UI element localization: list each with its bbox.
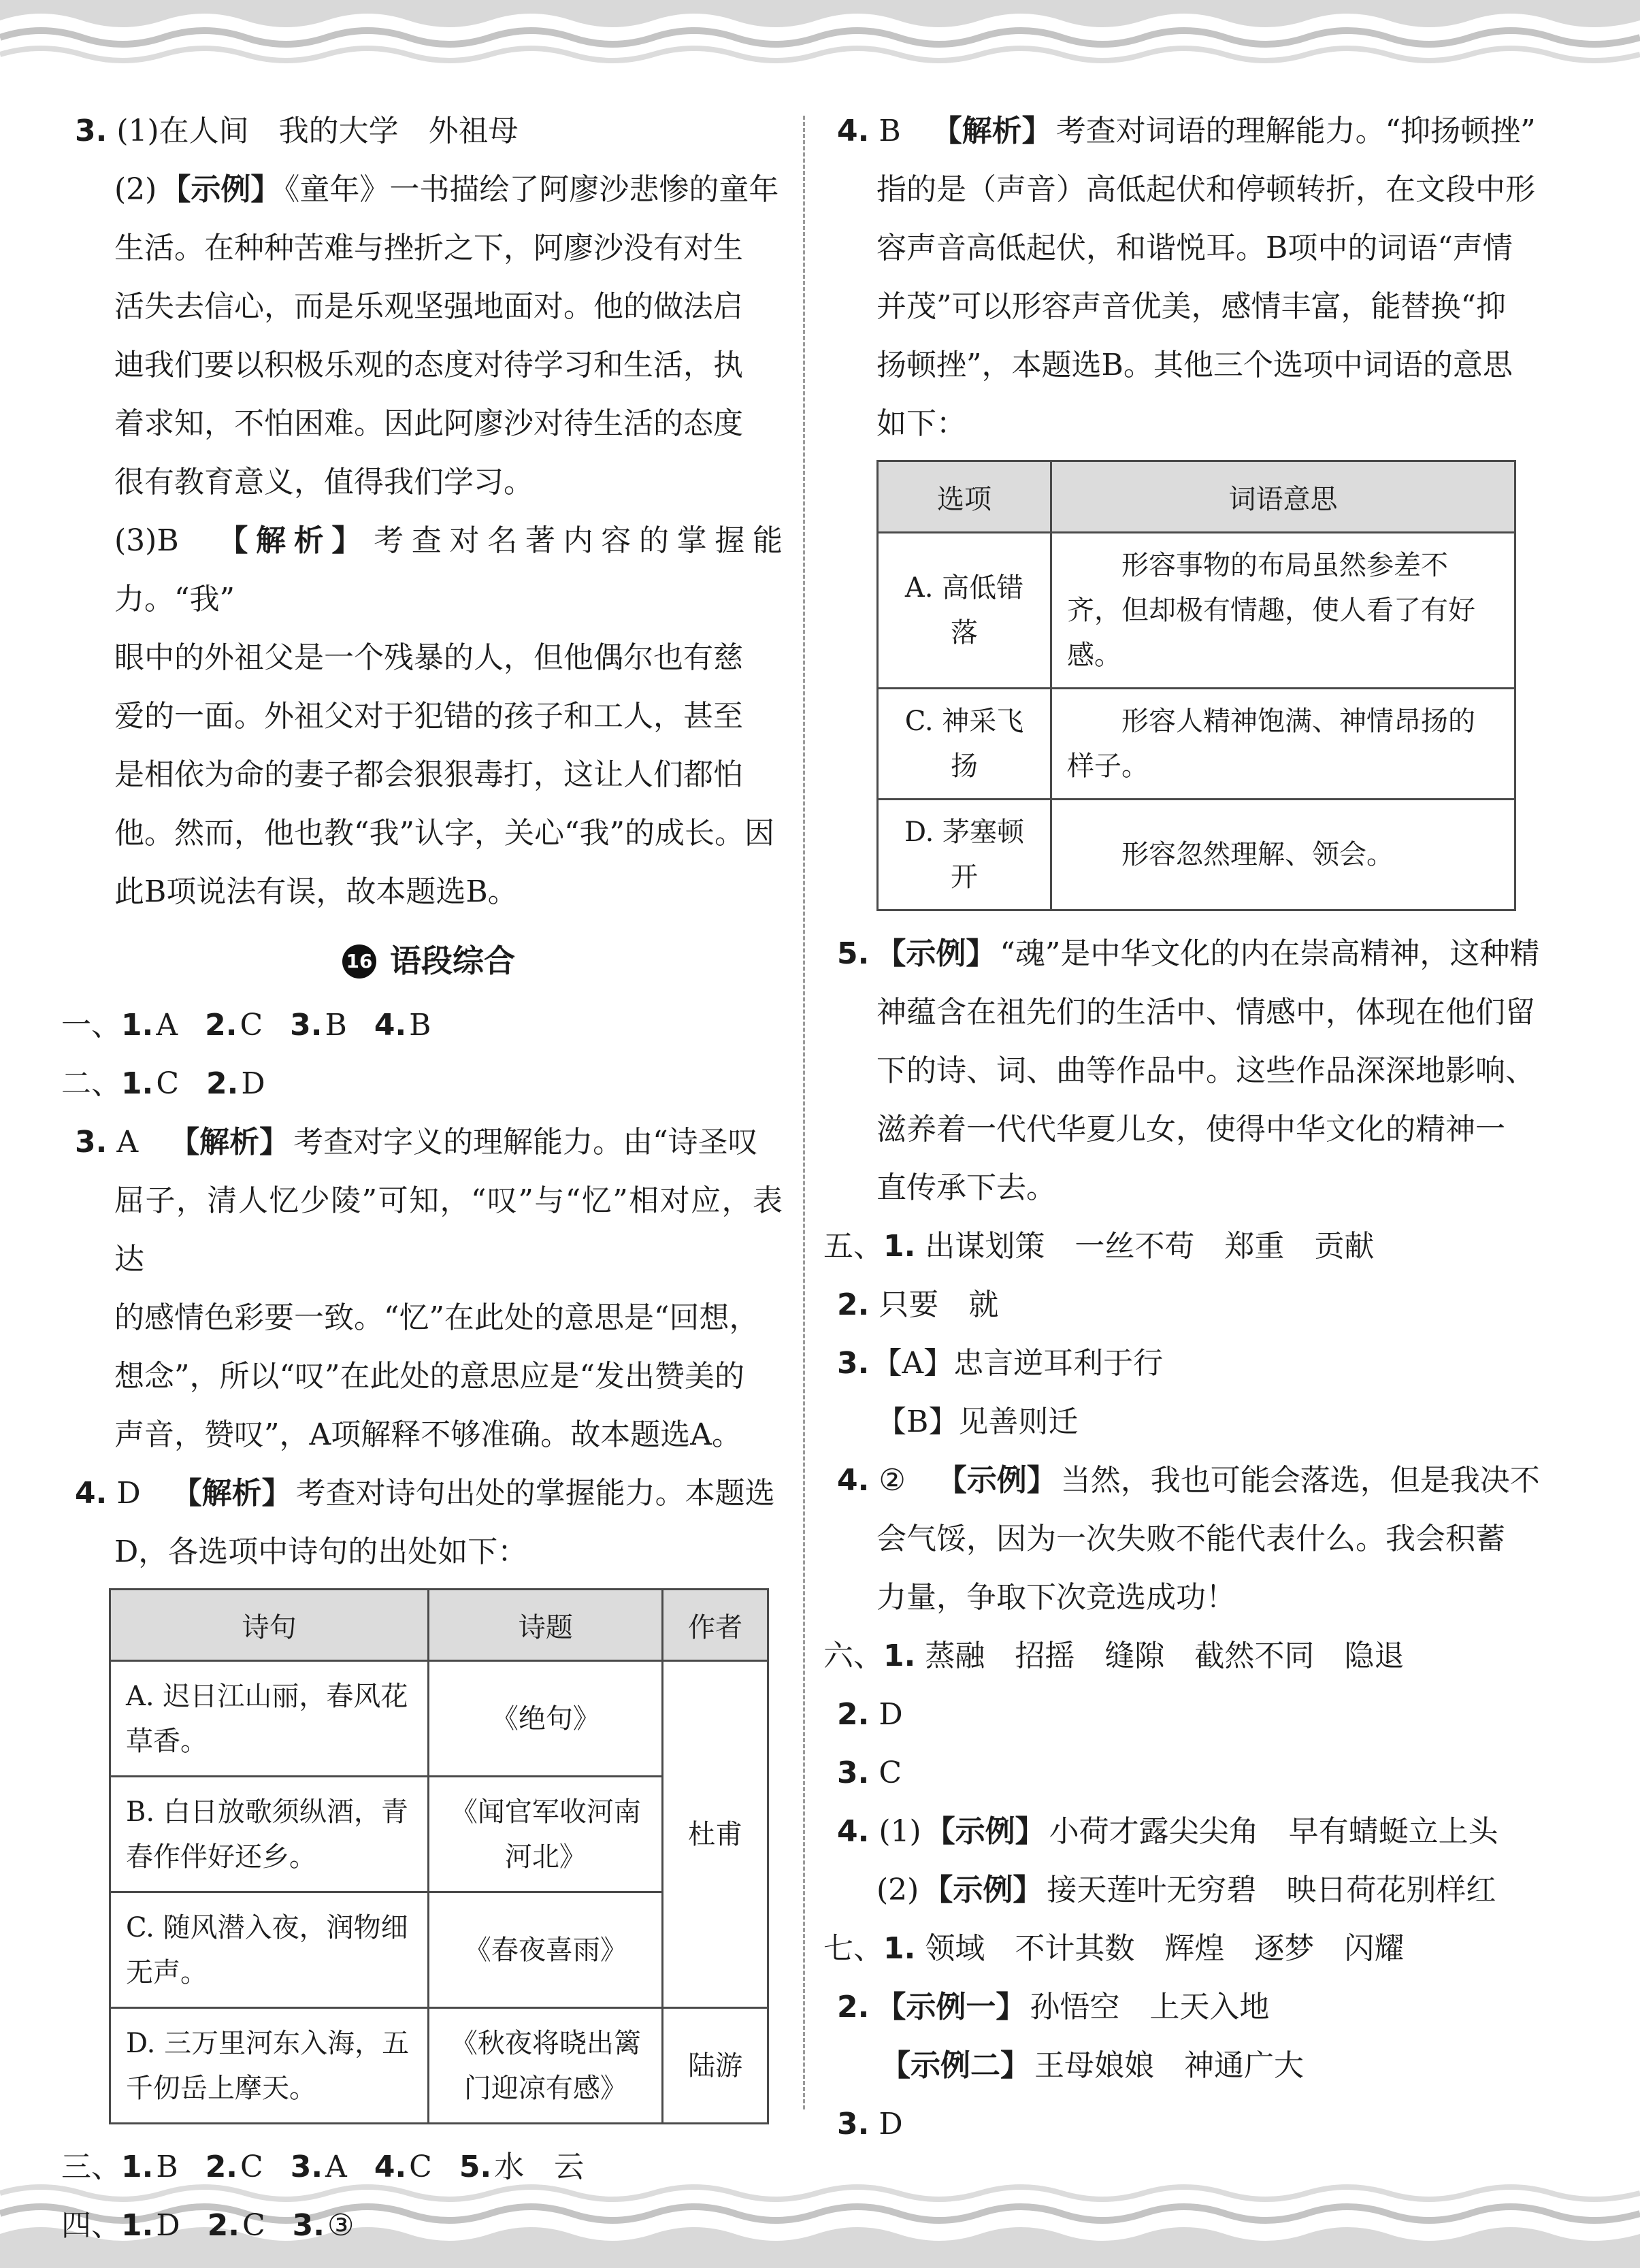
q3-part3-line: 爱的一面。外祖父对于犯错的孩子和工人，甚至 xyxy=(114,699,743,734)
si-q4-line: 如下： xyxy=(876,406,966,441)
table-header: 词语意思 xyxy=(1051,461,1515,533)
q3-part3-line: 他。然而，他也教“我”认字，关心“我”的成长。因 xyxy=(114,816,774,851)
table-header: 诗题 xyxy=(429,1590,663,1661)
column-divider xyxy=(803,116,805,2109)
si-q4-line: 并茂”可以形容声音优美，感情丰富，能替换“抑 xyxy=(876,289,1506,324)
poem-source-table xyxy=(109,1588,769,2124)
poem-title-cell: 《绝句》 xyxy=(429,1661,663,1777)
qi-q2b: 【示例二】 王母娘娘 神通广大 xyxy=(881,2048,1304,2083)
poem-line-cell: B. 白日放歌须纵酒，青春作伴好还乡。 xyxy=(110,1777,429,1892)
si-q4-line: 指的是（声音）高低起伏和停顿转折，在文段中形 xyxy=(876,172,1535,207)
wu-q3a: 3.【A】忠言逆耳利于行 xyxy=(837,1346,1164,1381)
wu-q3b: 【B】见善则迁 xyxy=(876,1404,1079,1439)
er-q4-line: D，各选项中诗句的出处如下： xyxy=(114,1534,528,1569)
poem-title-cell: 《秋夜将晓出篱门迎凉有感》 xyxy=(429,2008,663,2124)
q3-part2-line: 生活。在种种苦难与挫折之下，阿廖沙没有对生 xyxy=(114,231,743,265)
poem-line-cell: A. 迟日江山丽，春风花草香。 xyxy=(110,1661,429,1777)
si-q4-line: 扬顿挫”，本题选B。其他三个选项中词语的意思 xyxy=(876,348,1513,382)
q3-part2-line: 很有教育意义，值得我们学习。 xyxy=(114,465,534,499)
poem-author-cell: 陆游 xyxy=(663,2008,768,2124)
word-meaning-table xyxy=(876,460,1516,911)
si-q5-line: 神蕴含在祖先们的生活中、情感中，体现在他们留 xyxy=(876,995,1535,1030)
poem-title-cell: 《春夜喜雨》 xyxy=(429,1892,663,2008)
poem-title-cell: 《闻官军收河南河北》 xyxy=(429,1777,663,1892)
poem-line-cell: C. 随风潜入夜，润物细无声。 xyxy=(110,1892,429,2008)
word-option-cell: C. 神采飞扬 xyxy=(878,689,1051,800)
liu-q3: 3. C xyxy=(837,1756,902,1790)
part-wu: 五、1. 出谋划策 一丝不苟 郑重 贡献 xyxy=(823,1229,1375,1264)
poem-line-cell: D. 三万里河东入海，五千仞岳上摩天。 xyxy=(110,2008,429,2124)
poem-author-cell: 杜甫 xyxy=(663,1661,768,2008)
q3-part1: 3. (1)在人间 我的大学 外祖母 xyxy=(75,114,519,148)
wu-q4-line: 会气馁，因为一次失败不能代表什么。我会积蓄 xyxy=(876,1522,1505,1556)
si-q4: 4. B 【解析】 考查对词语的理解能力。“抑扬顿挫” xyxy=(837,114,1536,148)
word-meaning-cell: 形容事物的布局虽然参差不齐，但却极有情趣，使人看了有好感。 xyxy=(1051,533,1515,689)
qi-q3: 3. D xyxy=(837,2107,903,2141)
si-q5: 5. 【示例】 “魂”是中华文化的内在崇高精神，这种精 xyxy=(837,936,1540,971)
q3-part2: (2) 【示例】 《童年》一书描绘了阿廖沙悲惨的童年 xyxy=(114,172,779,207)
si-q5-line: 下的诗、词、曲等作品中。这些作品深深地影响、 xyxy=(876,1053,1535,1088)
part-yi: 一、1.A 2.C 3.B 4.B xyxy=(61,1008,431,1042)
top-wave-border xyxy=(0,0,1640,82)
word-meaning-cell: 形容人精神饱满、神情昂扬的样子。 xyxy=(1051,689,1515,800)
si-q4-line: 容声音高低起伏，和谐悦耳。B项中的词语“声情 xyxy=(876,231,1513,265)
er-q4: 4. D 【解析】 考查对诗句出处的掌握能力。本题选 xyxy=(75,1476,775,1511)
q3-part3: (3)B 【解析】 考查对名著内容的掌握能力。“我” xyxy=(114,523,783,617)
part-er: 二、1.C 2.D xyxy=(61,1066,265,1101)
q3-part3-line: 是相依为命的妻子都会狠狠毒打，这让人们都怕 xyxy=(114,757,743,792)
table-header: 选项 xyxy=(878,461,1051,533)
q3-part3-line: 眼中的外祖父是一个残暴的人，但他偶尔也有慈 xyxy=(114,640,743,675)
liu-q4-part2: (2) 【示例】 接天莲叶无穷碧 映日荷花别样红 xyxy=(876,1873,1496,1907)
left-column xyxy=(61,102,783,2255)
er-q3: 3. A 【解析】 考查对字义的理解能力。由“诗圣叹 xyxy=(75,1125,758,1160)
si-q5-line: 滋养着一代代华夏儿女，使得中华文化的精神一 xyxy=(876,1112,1505,1147)
q3-part2-line: 活失去信心，而是乐观坚强地面对。他的做法启 xyxy=(114,289,743,324)
word-option-cell: A. 高低错落 xyxy=(878,533,1051,689)
word-option-cell: D. 茅塞顿开 xyxy=(878,800,1051,910)
part-si: 四、1.D 2.C 3.③ xyxy=(61,2208,355,2243)
section-number-badge: 16 xyxy=(342,944,376,979)
er-q3-line: 声音，赞叹”，A项解释不够准确。故本题选A。 xyxy=(114,1417,742,1452)
table-header: 作者 xyxy=(663,1590,768,1661)
right-column xyxy=(823,102,1552,2154)
wu-q4: 4. ② 【示例】 当然，我也可能会落选，但是我决不 xyxy=(837,1463,1540,1498)
part-qi: 七、1. 领域 不计其数 辉煌 逐梦 闪耀 xyxy=(823,1931,1405,1966)
qi-q2a: 2. 【示例一】 孙悟空 上天入地 xyxy=(837,1990,1270,2024)
section-title: 语段综合 xyxy=(390,942,515,979)
section-heading xyxy=(75,928,783,993)
table-header: 诗句 xyxy=(110,1590,429,1661)
q3-part3-line: 此B项说法有误，故本题选B。 xyxy=(114,874,518,909)
er-q3-line: 屈子，清人忆少陵”可知，“叹”与“忆”相对应，表达 xyxy=(114,1183,783,1277)
si-q5-line: 直传承下去。 xyxy=(876,1170,1056,1205)
q3-part2-line: 着求知，不怕困难。因此阿廖沙对待生活的态度 xyxy=(114,406,743,441)
q3-part2-line: 迪我们要以积极乐观的态度对待学习和生活，执 xyxy=(114,348,743,382)
er-q3-line: 的感情色彩要一致。“忆”在此处的意思是“回想， xyxy=(114,1300,759,1335)
er-q3-line: 想念”，所以“叹”在此处的意思应是“发出赞美的 xyxy=(114,1359,744,1394)
part-liu: 六、1. 蒸融 招摇 缝隙 截然不同 隐退 xyxy=(823,1639,1405,1673)
word-meaning-cell: 形容忽然理解、领会。 xyxy=(1051,800,1515,910)
liu-q2: 2. D xyxy=(837,1697,903,1732)
wu-q4-line: 力量，争取下次竞选成功！ xyxy=(876,1580,1236,1615)
liu-q4-part1: 4. (1) 【示例】 小荷才露尖尖角 早有蜻蜓立上头 xyxy=(837,1814,1498,1849)
part-san: 三、1.B 2.C 3.A 4.C 5.水 云 xyxy=(61,2150,585,2184)
wu-q2: 2. 只要 就 xyxy=(837,1287,999,1322)
